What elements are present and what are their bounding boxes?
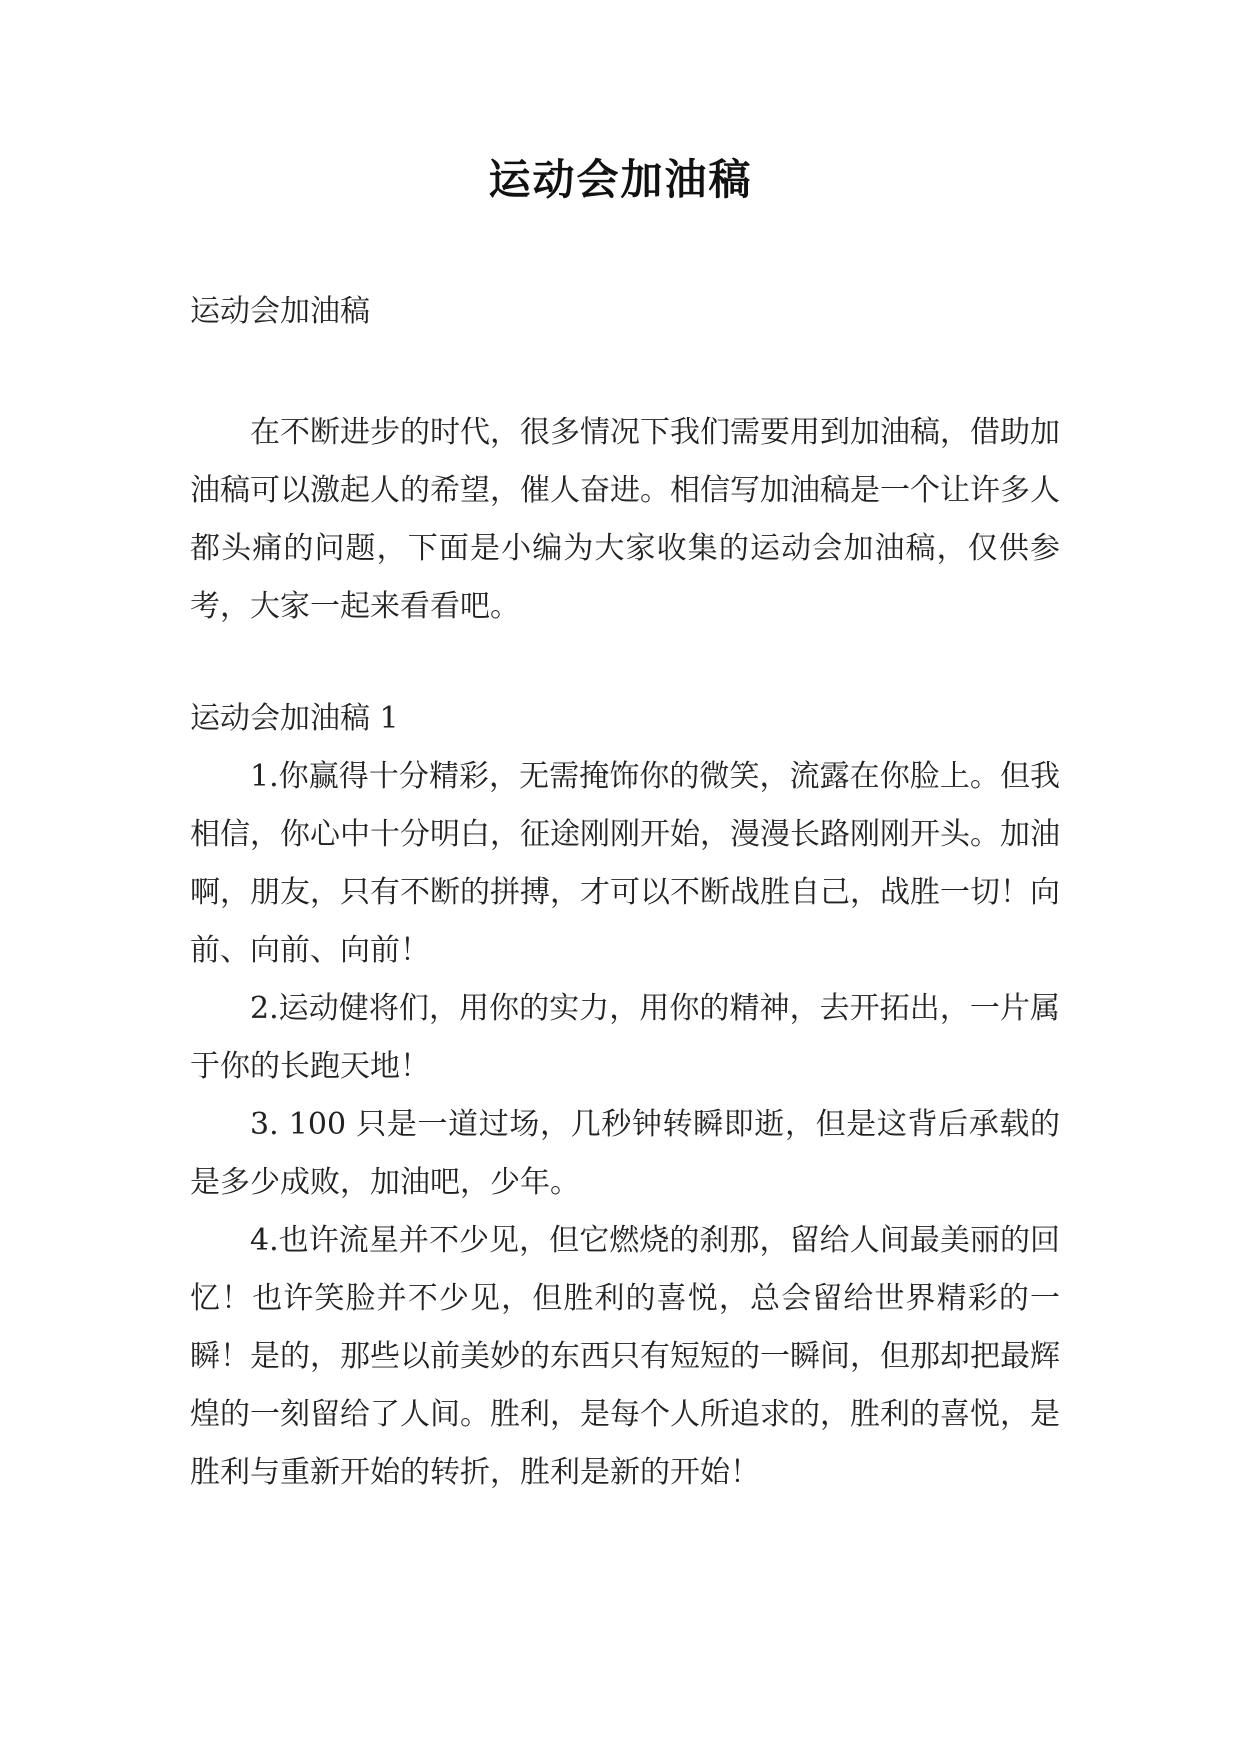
intro-paragraph: 在不断进步的时代，很多情况下我们需要用到加油稿，借助加油稿可以激起人的希望，催人奋进。相信写加油稿是一个让许多人都头痛的问题，下面是小编为大家收集的运动会加油稿，仅供参考，大家一起来看看吧。 bbox=[190, 415, 1060, 624]
cheer-paragraph-1: 1.你赢得十分精彩，无需掩饰你的微笑，流露在你脸上。但我相信，你心中十分明白，征途刚刚开始，漫漫长路刚刚开头。加油啊，朋友，只有不断的拼搏，才可以不断战胜自己，战胜一切！向前、向前、向前！ bbox=[190, 759, 1060, 968]
document-subtitle: 运动会加油稿 bbox=[190, 294, 370, 329]
section-1 bbox=[190, 695, 1060, 1502]
intro-block bbox=[190, 404, 1060, 636]
document-title: 运动会加油稿 bbox=[488, 155, 753, 204]
cheer-paragraph-2: 2.运动健将们，用你的实力，用你的精神，去开拓出，一片属于你的长跑天地！ bbox=[190, 991, 1060, 1084]
cheer-paragraph-4: 4.也许流星并不少见，但它燃烧的刹那，留给人间最美丽的回忆！也许笑脸并不少见，但胜利的喜悦，总会留给世界精彩的一瞬！是的，那些以前美妙的东西只有短短的一瞬间，但那却把最辉煌的一刻留给了人间。胜利，是每个人所追求的，胜利的喜悦，是胜利与重新开始的转折，胜利是新的开始！ bbox=[190, 1223, 1060, 1490]
cheer-paragraph-3: 3. 100 只是一道过场，几秒钟转瞬即逝，但是这背后承载的是多少成败，加油吧，少年。 bbox=[190, 1107, 1060, 1200]
section-heading: 运动会加油稿 1 bbox=[190, 701, 399, 736]
